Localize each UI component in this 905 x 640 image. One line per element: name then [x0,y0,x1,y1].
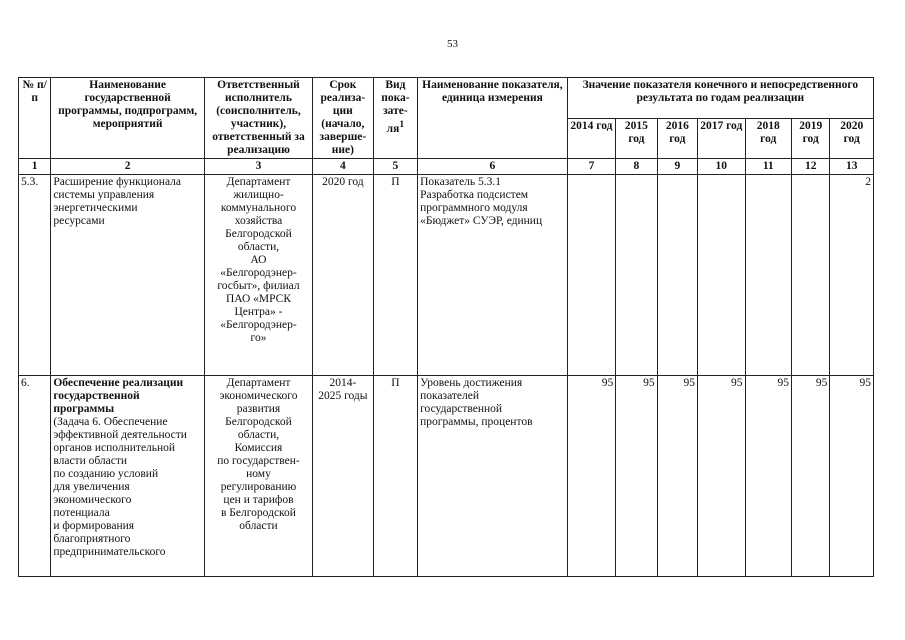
page-number: 53 [447,38,458,50]
executor [204,175,312,376]
executor-line: «Белгородэнер- [220,319,297,331]
column-number: 1 [19,159,51,175]
header-year: 2016 год [657,118,697,159]
term-line: 2020 год [322,176,364,188]
program-name-line: потенциала [53,507,110,519]
year-value [792,175,830,376]
year-value [657,175,697,376]
footnote-mark: 1 [399,119,405,130]
executor-line: ному [246,468,271,480]
row-number: 5.3. [19,175,51,376]
year-value [698,175,745,376]
executor-line: Белгородской [225,228,292,240]
column-number: 9 [657,159,697,175]
year-value [745,175,791,376]
program-name-line: предпринимательского [53,546,166,558]
program-name-line: и формирования [53,520,135,532]
executor-line: хозяйства [234,215,283,227]
column-number: 6 [418,159,568,175]
indicator-name-line: показателей [420,390,480,402]
row-number: 6. [19,376,51,577]
executor-line: Комиссия [234,442,283,454]
indicator-name [418,376,568,577]
indicator-type: П [373,175,417,376]
program-name-line: власти области [53,455,128,467]
executor-line: го» [250,332,267,344]
program-name-bold-line: Обеспечение реализации [53,377,184,389]
column-number-row [19,159,874,175]
year-value: 95 [745,376,791,577]
year-value: 95 [792,376,830,577]
executor-line: области, [237,429,280,441]
program-name-line: благоприятного [53,533,131,545]
column-number: 13 [830,159,874,175]
indicator-name-line: программы, процентов [420,416,533,428]
header-year: 2019 год [792,118,830,159]
program-name-line: для увеличения [53,481,130,493]
program-name-bold-line: программы [53,403,115,415]
header-indicator-type-text: Вид пока-зате-ля [381,79,410,135]
executor-line: Департамент [226,377,291,389]
column-number: 7 [567,159,616,175]
year-value: 95 [830,376,874,577]
table-row [19,376,874,577]
header-year: 2014 год [567,118,616,159]
column-number: 11 [745,159,791,175]
column-number: 4 [313,159,374,175]
program-name-line: по созданию условий [53,468,159,480]
executor-line: цен и тарифов [223,494,294,506]
year-value: 95 [567,376,616,577]
header-num: № п/п [19,78,51,159]
program-name-line: ресурсами [53,215,105,227]
header-row-top [19,78,874,119]
term-line: 2025 годы [318,390,368,402]
header-values-group: Значение показателя конечного и непосредственного результата по годам реализации [567,78,873,119]
column-number: 2 [51,159,205,175]
executor-line: госбыт», филиал [217,280,300,292]
year-value: 2 [830,175,874,376]
executor-line: по государствен- [217,455,300,467]
header-year: 2020 год [830,118,874,159]
program-name-line: энергетическими [53,202,138,214]
header-year: 2018 год [745,118,791,159]
indicator-name-line: Разработка подсистем [420,189,529,201]
year-value [567,175,616,376]
year-value: 95 [616,376,657,577]
indicator-name [418,175,568,376]
table-row [19,175,874,376]
program-name-line: эффективной деятельности [53,429,187,441]
term [313,376,374,577]
executor-line: АО [250,254,267,266]
year-value: 95 [657,376,697,577]
header-year: 2017 год [698,118,745,159]
executor-line: области [239,520,278,532]
indicator-name-line: Показатель 5.3.1 [420,176,502,188]
header-indicator-name: Наименование показателя, единица измерения [418,78,568,159]
program-name [51,376,205,577]
indicator-name-line: Уровень достижения [420,377,523,389]
header-indicator-type [373,78,417,159]
column-number: 5 [373,159,417,175]
executor-line: развития [236,403,281,415]
executor-line: коммунального [220,202,297,214]
indicator-name-line: «Бюджет» СУЭР, единиц [420,215,543,227]
header-term: Срок реализа-ции (начало, заверше-ние) [313,78,374,159]
executor-line: области, [237,241,280,253]
executor-line: Департамент [226,176,291,188]
executor-line: Белгородской [225,416,292,428]
term [313,175,374,376]
program-table [18,77,874,577]
program-name-line: органов исполнительной [53,442,176,454]
program-name [51,175,205,376]
header-year: 2015 год [616,118,657,159]
column-number: 10 [698,159,745,175]
executor-line: в Белгородской [221,507,296,519]
program-name-line: Расширение функционала [53,176,182,188]
program-name-line: системы управления [53,189,155,201]
year-value: 95 [698,376,745,577]
executor-line: «Белгородэнер- [220,267,297,279]
executor-line: Центра» - [234,306,283,318]
indicator-type: П [373,376,417,577]
column-number: 3 [204,159,312,175]
indicator-name-line: программного модуля [420,202,528,214]
column-number: 8 [616,159,657,175]
term-line: 2014- [329,377,357,389]
column-number: 12 [792,159,830,175]
executor-line: жилищно- [233,189,284,201]
program-name-line: экономического [53,494,132,506]
program-name-line: (Задача 6. Обеспечение [53,416,168,428]
executor-line: экономического [219,390,298,402]
year-value [616,175,657,376]
indicator-name-line: государственной [420,403,503,415]
program-name-bold-line: государственной [53,390,140,402]
header-executor: Ответственный исполнитель (соисполнитель, участник), ответственный за реализацию [204,78,312,159]
executor-line: регулированию [220,481,297,493]
executor [204,376,312,577]
executor-line: ПАО «МРСК [225,293,292,305]
header-program-name: Наименование государственной программы, подпрограмм, мероприятий [51,78,205,159]
